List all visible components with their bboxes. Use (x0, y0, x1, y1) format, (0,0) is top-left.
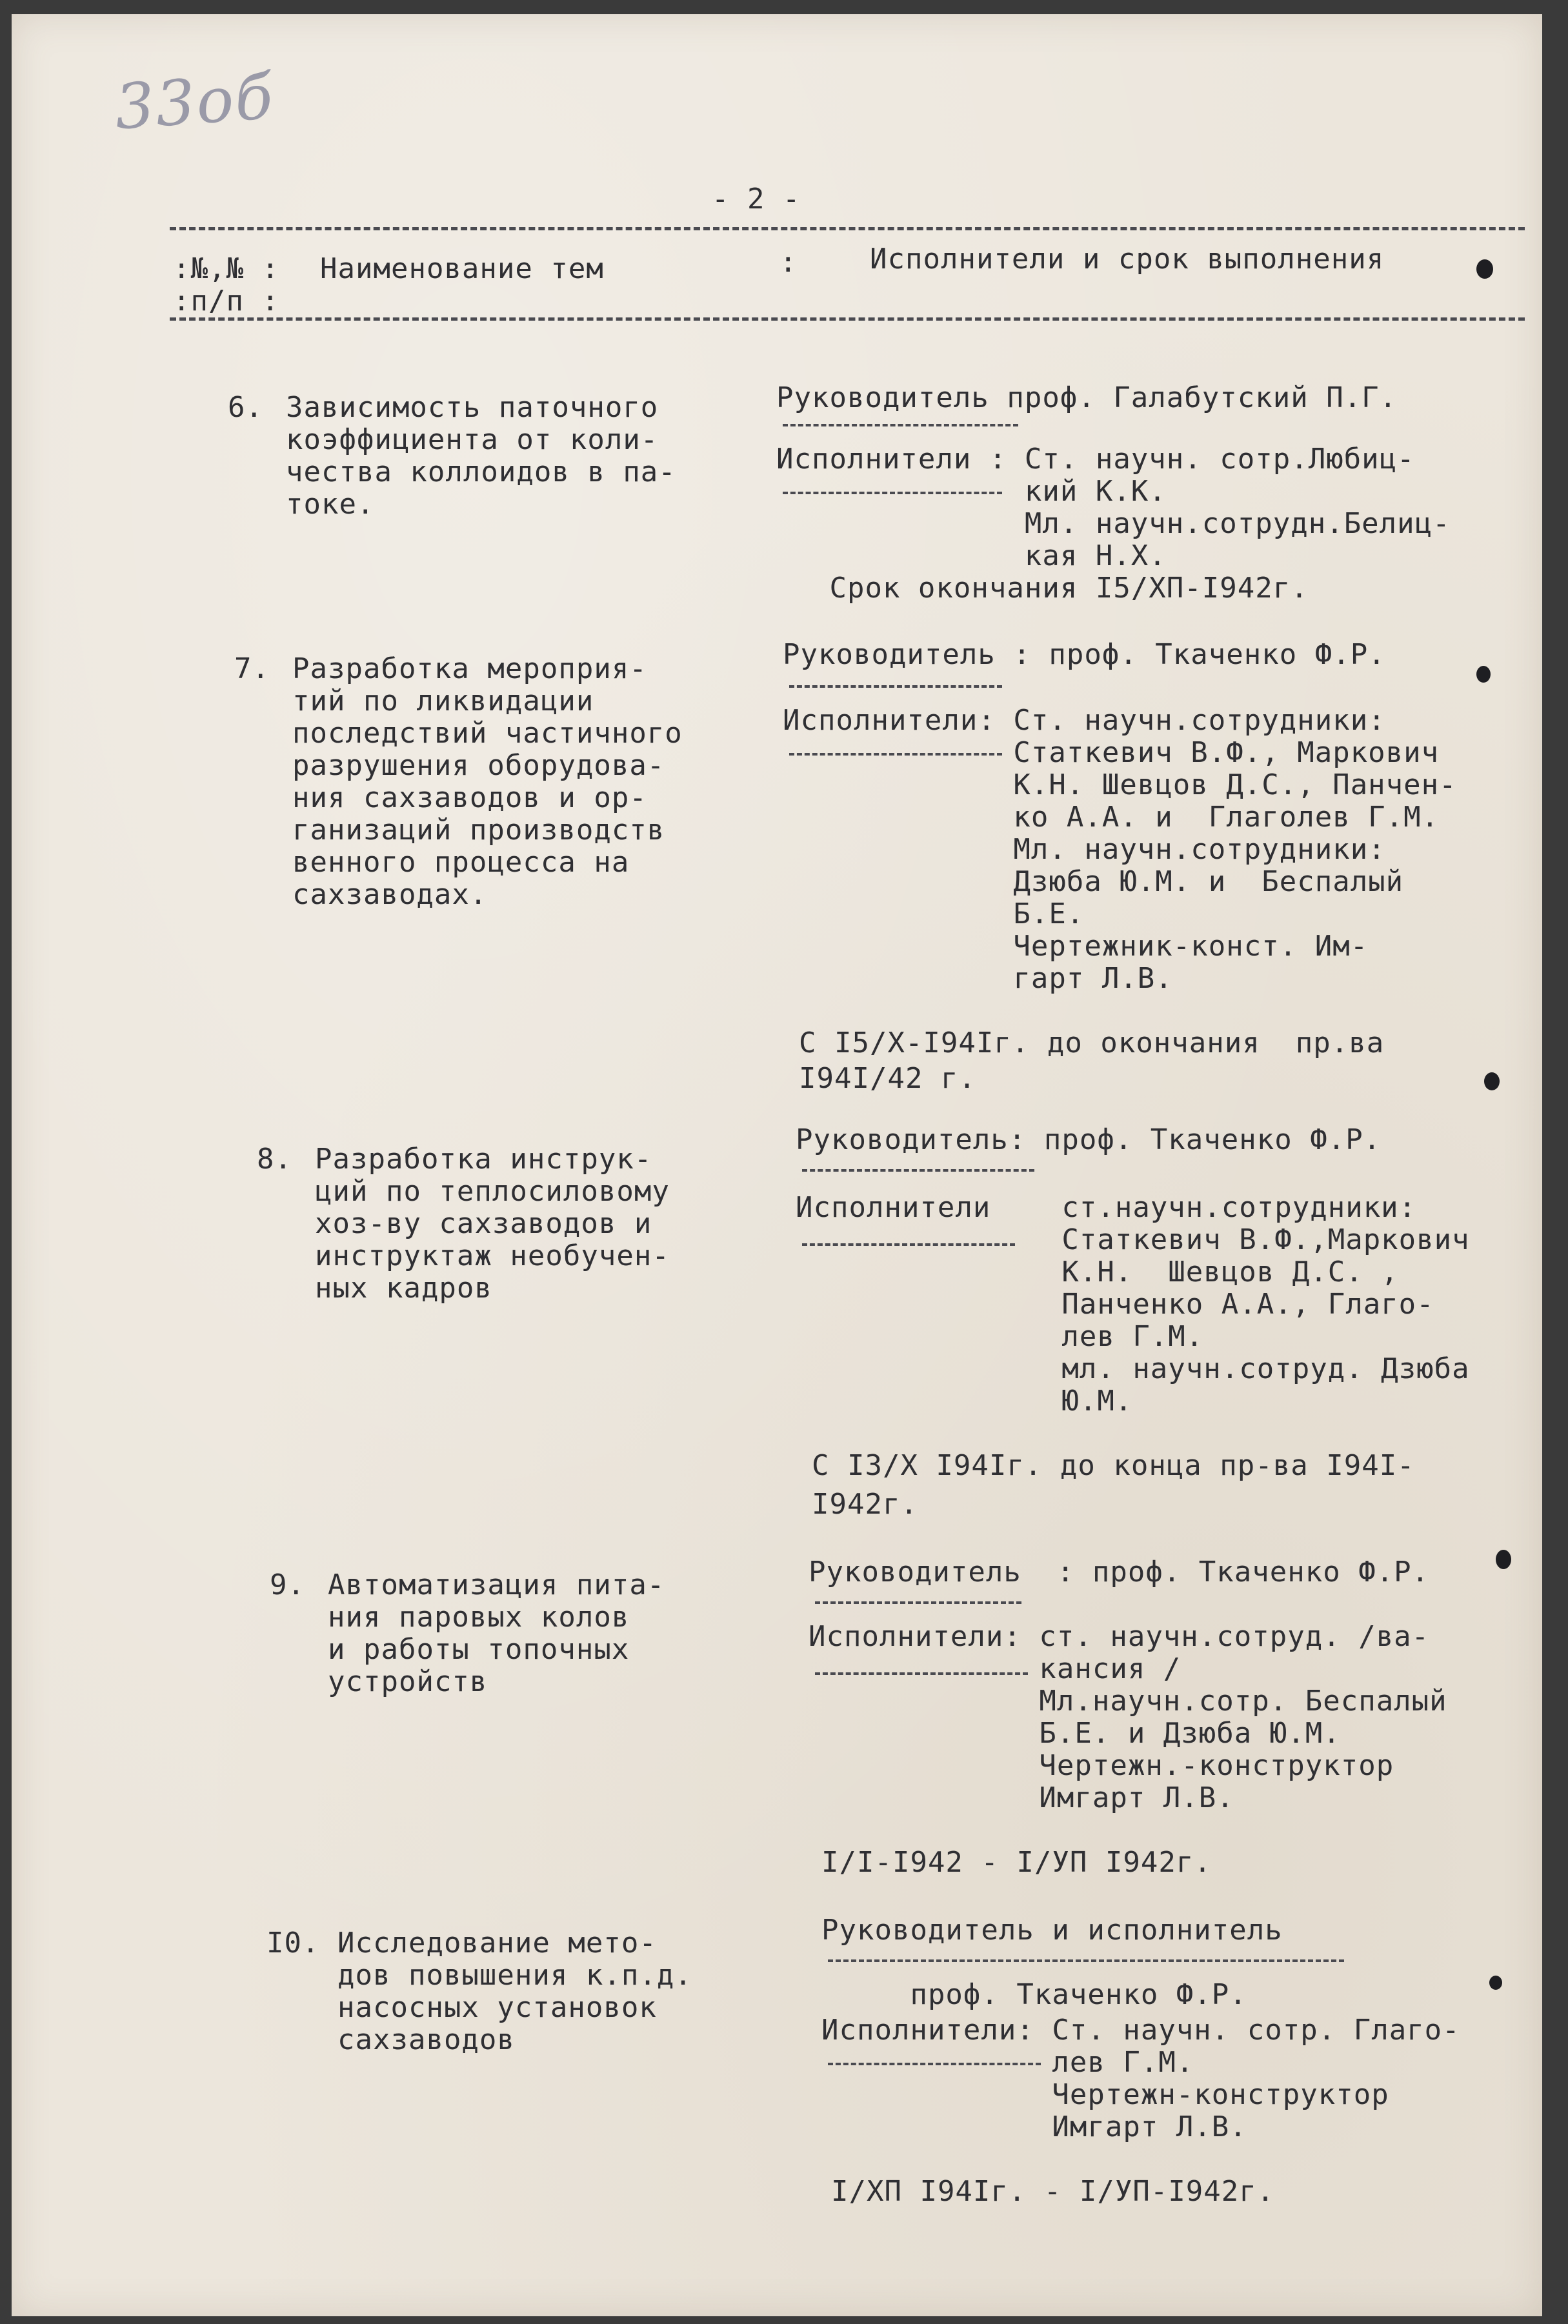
item-9-exec-line-1: Руководитель : проф. Ткаченко Ф.Р. (809, 1556, 1430, 1588)
item-8-exec-line-4: К.Н. Шевцов Д.С. , (796, 1256, 1399, 1288)
item-8-exec-line-5: Панченко А.А., Глаго- (796, 1288, 1434, 1321)
header-col-executors: Исполнители и срок выполнения (870, 243, 1385, 275)
item-8-period-line-2: I942г. (812, 1488, 918, 1521)
header-col-num-2: :п/п : (173, 285, 279, 317)
archive-mark: 33об (112, 60, 277, 144)
item-10-topic-line-3: насосных установок (337, 1991, 657, 2024)
item-6-topic-line-2: коэффициента от коли- (286, 423, 659, 456)
item-10-topic-line-1: Исследование мето- (337, 1927, 657, 1959)
item-7-exec-line-4: К.Н. Шевцов Д.С., Панчен- (783, 768, 1457, 801)
item-7-topic-line-4: разрушения оборудова- (292, 749, 665, 782)
item-8-exec-line-7: мл. научн.сотруд. Дзюба (796, 1352, 1470, 1385)
item-7-exec-line-2: Исполнители: Ст. научн.сотрудники: (783, 704, 1386, 737)
item-8-topic-line-4: инструктаж необучен- (315, 1239, 670, 1272)
item-9-exec-line-2: Исполнители: ст. научн.сотруд. /ва- (809, 1620, 1430, 1653)
item-8-number: 8. (257, 1143, 292, 1176)
punch-hole-mark (1476, 666, 1491, 683)
item-6-exec-line-4: Мл. научн.сотрудн.Белиц- (776, 507, 1451, 540)
header-bottom-rule (170, 317, 1525, 321)
item-7-topic-line-5: ния сахзаводов и ор- (292, 781, 647, 814)
item-9-exec-line-7: Имгарт Л.В. (809, 1781, 1234, 1814)
item-10-exec-line-7: Имгарт Л.В. (821, 2110, 1247, 2143)
item-8-exec-line-2: Исполнители ст.научн.сотрудники: (796, 1191, 1417, 1224)
item-6-topic-line-1: Зависимость паточного (286, 391, 659, 424)
item-7-topic-line-7: венного процесса на (292, 846, 630, 879)
item-9-leader-underline (815, 1601, 1021, 1604)
item-7-exec-line-1: Руководитель : проф. Ткаченко Ф.Р. (783, 638, 1386, 671)
item-10-exec-line-5: лев Г.М. (821, 2046, 1194, 2079)
item-7-exec-line-8: Б.Е. (783, 897, 1085, 930)
item-8-topic-line-1: Разработка инструк- (315, 1143, 652, 1176)
item-7-topic-line-2: тий по ликвидации (292, 685, 594, 717)
item-10-number: I0. (266, 1927, 320, 1959)
item-9-exec-line-4: Мл.научн.сотр. Беспалый (809, 1685, 1447, 1718)
item-7-topic-line-8: сахзаводах. (292, 878, 488, 911)
item-9-topic-line-2: ния паровых колов (328, 1601, 630, 1634)
item-6-exec-line-3: кий К.К. (776, 475, 1167, 508)
item-8-topic-line-3: хоз-ву сахзаводов и (315, 1207, 652, 1240)
item-7-topic-line-1: Разработка мероприя- (292, 652, 647, 685)
item-10-topic-line-2: дов повышения к.п.д. (337, 1959, 692, 1992)
item-6-exec-line-1: Руководитель проф. Галабутский П.Г. (776, 381, 1398, 414)
item-8-topic-line-5: ных кадров (315, 1272, 492, 1305)
item-7-exec-line-9: Чертежник-конст. Им- (783, 930, 1369, 963)
item-8-topic-line-2: ций по теплосиловому (315, 1175, 670, 1208)
header-col-num-1: :№,№ : (173, 252, 279, 285)
item-7-topic-line-6: ганизаций производств (292, 814, 665, 846)
item-9-topic-line-4: устройств (328, 1665, 488, 1698)
item-8-leader-underline (802, 1169, 1034, 1172)
item-7-exec-line-7: Дзюба Ю.М. и Беспалый (783, 865, 1404, 898)
page-number: - 2 - (712, 183, 801, 215)
item-6-exec-line-2: Исполнители : Ст. научн. сотр.Любиц- (776, 443, 1415, 476)
document-page (12, 14, 1542, 2316)
item-7-number: 7. (234, 652, 270, 685)
punch-hole-mark (1476, 259, 1493, 279)
item-10-exec-line-1: Руководитель и исполнитель (821, 1914, 1283, 1947)
item-6-deadline: Срок окончания I5/XП-I942г. (776, 572, 1309, 605)
item-7-leader-underline (789, 685, 1002, 688)
item-6-topic-line-4: токе. (286, 488, 375, 521)
item-8-period-line-1: С I3/X I94Iг. до конца пр-ва I94I- (812, 1449, 1415, 1482)
punch-hole-mark (1496, 1550, 1511, 1569)
item-6-number: 6. (228, 391, 263, 424)
item-7-topic-line-3: последствий частичного (292, 717, 683, 750)
punch-hole-mark (1489, 1976, 1502, 1990)
item-9-topic-line-3: и работы топочных (328, 1633, 630, 1666)
header-col-separator: : (779, 246, 798, 279)
item-6-leader-underline (783, 424, 1018, 426)
item-9-exec-line-5: Б.Е. и Дзюба Ю.М. (809, 1717, 1341, 1750)
item-10-leader-underline (828, 1959, 1344, 1962)
item-10-exec-line-6: Чертежн-конструктор (821, 2078, 1389, 2111)
item-6-topic-line-3: чества коллоидов в па- (286, 456, 676, 488)
item-8-exec-line-3: Статкевич В.Ф.,Маркович (796, 1223, 1470, 1256)
header-top-rule (170, 227, 1525, 230)
item-7-exec-line-10: гарт Л.В. (783, 962, 1173, 995)
item-9-exec-line-6: Чертежн.-конструктор (809, 1749, 1394, 1782)
item-10-exec-line-4: Исполнители: Ст. научн. сотр. Глаго- (821, 2014, 1460, 2047)
item-7-exec-line-3: Статкевич В.Ф., Маркович (783, 736, 1440, 769)
item-7-period-line-1: С I5/X-I94Iг. до окончания пр.ва (799, 1027, 1385, 1059)
item-9-number: 9. (270, 1568, 305, 1601)
header-col-topic: Наименование тем (320, 252, 604, 285)
item-10-exec-line-3: проф. Ткаченко Ф.Р. (821, 1978, 1247, 2011)
punch-hole-mark (1484, 1072, 1500, 1090)
item-9-topic-line-1: Автоматизация пита- (328, 1568, 665, 1601)
item-9-exec-line-3: кансия / (809, 1652, 1181, 1685)
item-8-exec-line-1: Руководитель: проф. Ткаченко Ф.Р. (796, 1123, 1382, 1156)
item-10-topic-line-4: сахзаводов (337, 2023, 515, 2056)
item-9-period: I/I-I942 - I/УП I942г. (821, 1846, 1212, 1879)
item-6-exec-line-5: кая Н.Х. (776, 539, 1167, 572)
item-7-exec-line-6: Мл. научн.сотрудники: (783, 833, 1386, 866)
item-8-exec-line-6: лев Г.М. (796, 1320, 1204, 1353)
item-7-exec-line-5: ко А.А. и Глаголев Г.М. (783, 801, 1440, 834)
item-8-exec-line-8: Ю.М. (796, 1385, 1133, 1417)
item-10-period: I/XП I94Iг. - I/УП-I942г. (831, 2175, 1275, 2208)
item-7-period-line-2: I94I/42 г. (799, 1062, 976, 1095)
